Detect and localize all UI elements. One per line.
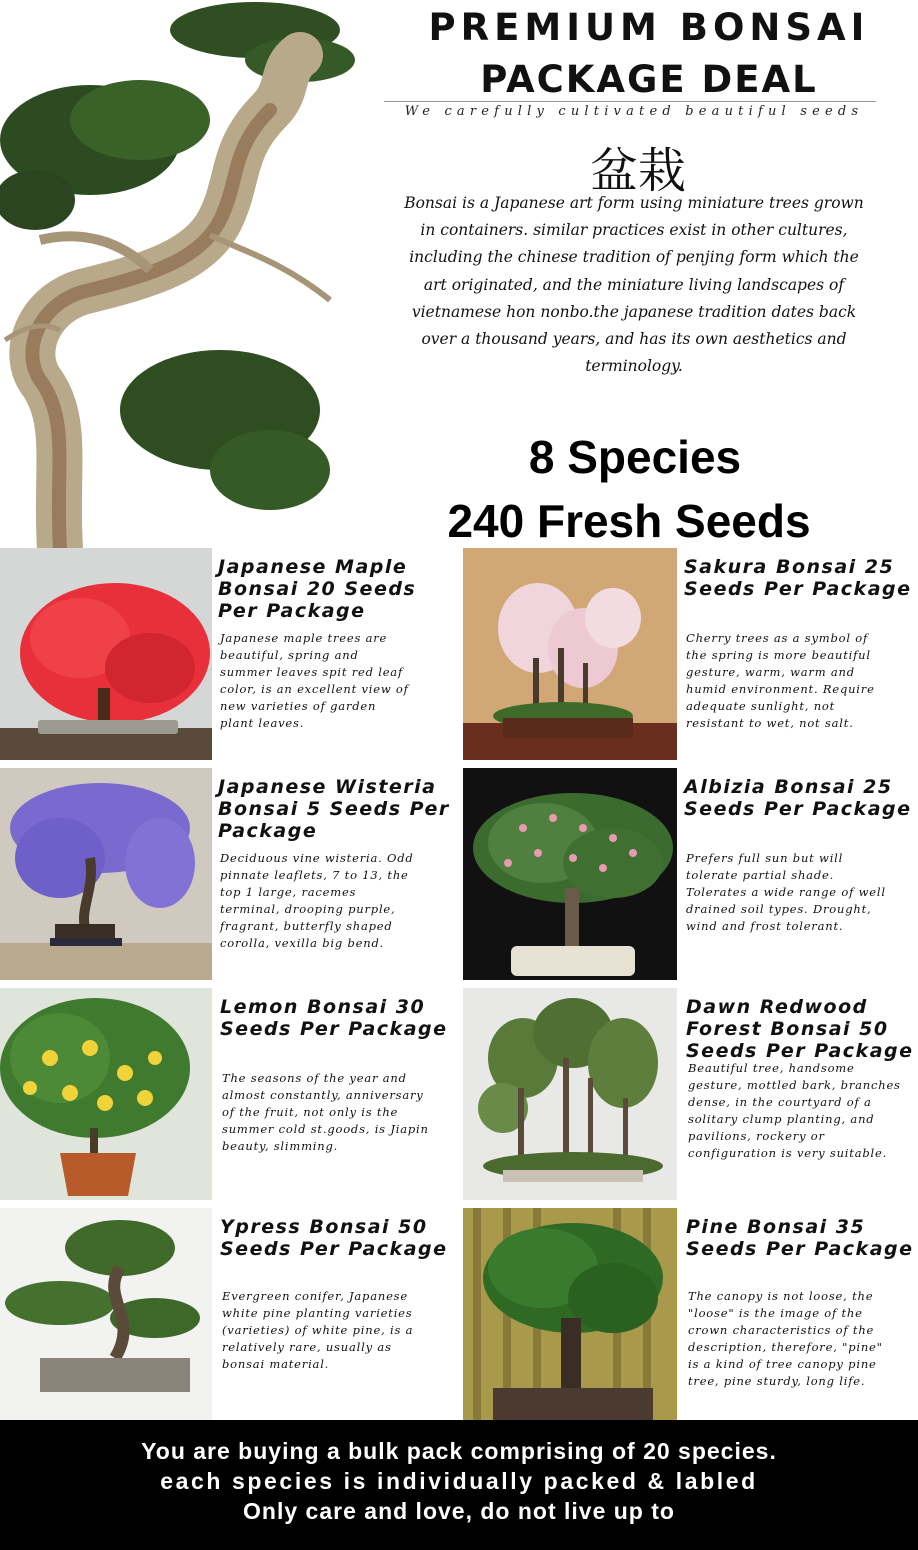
sakura-description: Cherry trees as a symbol of the spring is more beautiful gesture, warm, warm and humid environment. Require adequate sunlight, not resistant to wet, not salt. <box>686 631 875 730</box>
sakura-title: Sakura Bonsai 25 Seeds Per Package <box>684 556 912 600</box>
albizia-description: Prefers full sun but will tolerate partial shade. Tolerates a wide range of well drained soil types. Drought, wind and frost tolerant. <box>686 851 886 933</box>
pine-title: Pine Bonsai 35 Seeds Per Package <box>686 1216 914 1260</box>
footer-line-2: each species is individually packed & labled <box>160 1468 758 1494</box>
ypress-title: Ypress Bonsai 50 Seeds Per Package <box>220 1216 448 1260</box>
lemon-title: Lemon Bonsai 30 Seeds Per Package <box>220 996 448 1040</box>
pine-photo <box>463 1208 677 1420</box>
albizia-title: Albizia Bonsai 25 Seeds Per Package <box>684 776 912 820</box>
dawn-redwood-title: Dawn Redwood Forest Bonsai 50 Seeds Per Package <box>686 996 914 1062</box>
ypress-photo <box>0 1208 212 1420</box>
dawn-redwood-description: Beautiful tree, handsome gesture, mottled bark, branches dense, in the courtyard of a solitary clump planting, and pavilions, rockery or configuration is very suitable. <box>688 1061 901 1160</box>
footer-line-1: You are buying a bulk pack comprising of 20 species. <box>141 1438 777 1464</box>
intro-paragraph: Bonsai is a Japanese art form using miniature trees grown in containers. similar practices exist in other cultures, including the chinese tradition of penjing form which the art originated, and the miniature living landscapes of vietnamese hon nonbo.the japanese tradition dates back over a thousand years, and has its own aesthetics and terminology. <box>404 194 864 376</box>
sakura-photo <box>463 548 677 760</box>
seeds-count: 240 Fresh Seeds <box>447 495 811 547</box>
footer-line-3: Only care and love, do not live up to <box>243 1498 675 1524</box>
lemon-photo <box>0 988 212 1200</box>
footer-banner <box>0 1420 918 1550</box>
japanese-maple-photo <box>0 548 212 760</box>
japanese-wisteria-photo <box>0 768 212 980</box>
title-divider <box>384 101 876 102</box>
dawn-redwood-photo <box>463 988 677 1200</box>
japanese-maple-description: Japanese maple trees are beautiful, spring and summer leaves spit red leaf color, is an excellent view of new varieties of garden plant leaves. <box>220 631 409 730</box>
japanese-maple-title: Japanese Maple Bonsai 20 Seeds Per Package <box>218 556 417 622</box>
tagline: We carefully cultivated beautiful seeds <box>404 104 864 119</box>
kanji-heading: 盆栽 <box>589 143 686 199</box>
ypress-description: Evergreen conifer, Japanese white pine planting varieties (varieties) of white pine, is a relatively rare, usually as bonsai material. <box>222 1289 414 1371</box>
albizia-photo <box>463 768 677 980</box>
species-count: 8 Species <box>528 431 742 483</box>
title-line-1: PREMIUM BONSAI <box>428 6 870 49</box>
pine-description: The canopy is not loose, the "loose" is the image of the crown characteristics of the description, therefore, "pine" is a kind of tree canopy pine tree, pine sturdy, long life. <box>688 1289 883 1388</box>
japanese-wisteria-title: Japanese Wisteria Bonsai 5 Seeds Per Package <box>218 776 450 842</box>
hero-bonsai-image <box>0 0 380 548</box>
lemon-description: The seasons of the year and almost constantly, anniversary of the fruit, not only is the summer cold st.goods, is Jiapin beauty, slimming. <box>222 1071 429 1153</box>
title-line-2: PACKAGE DEAL <box>480 58 818 101</box>
japanese-wisteria-description: Deciduous vine wisteria. Odd pinnate leaflets, 7 to 13, the top 1 large, racemes terminal, drooping purple, fragrant, butterfly shaped corolla, vexilla big bend. <box>220 851 414 950</box>
